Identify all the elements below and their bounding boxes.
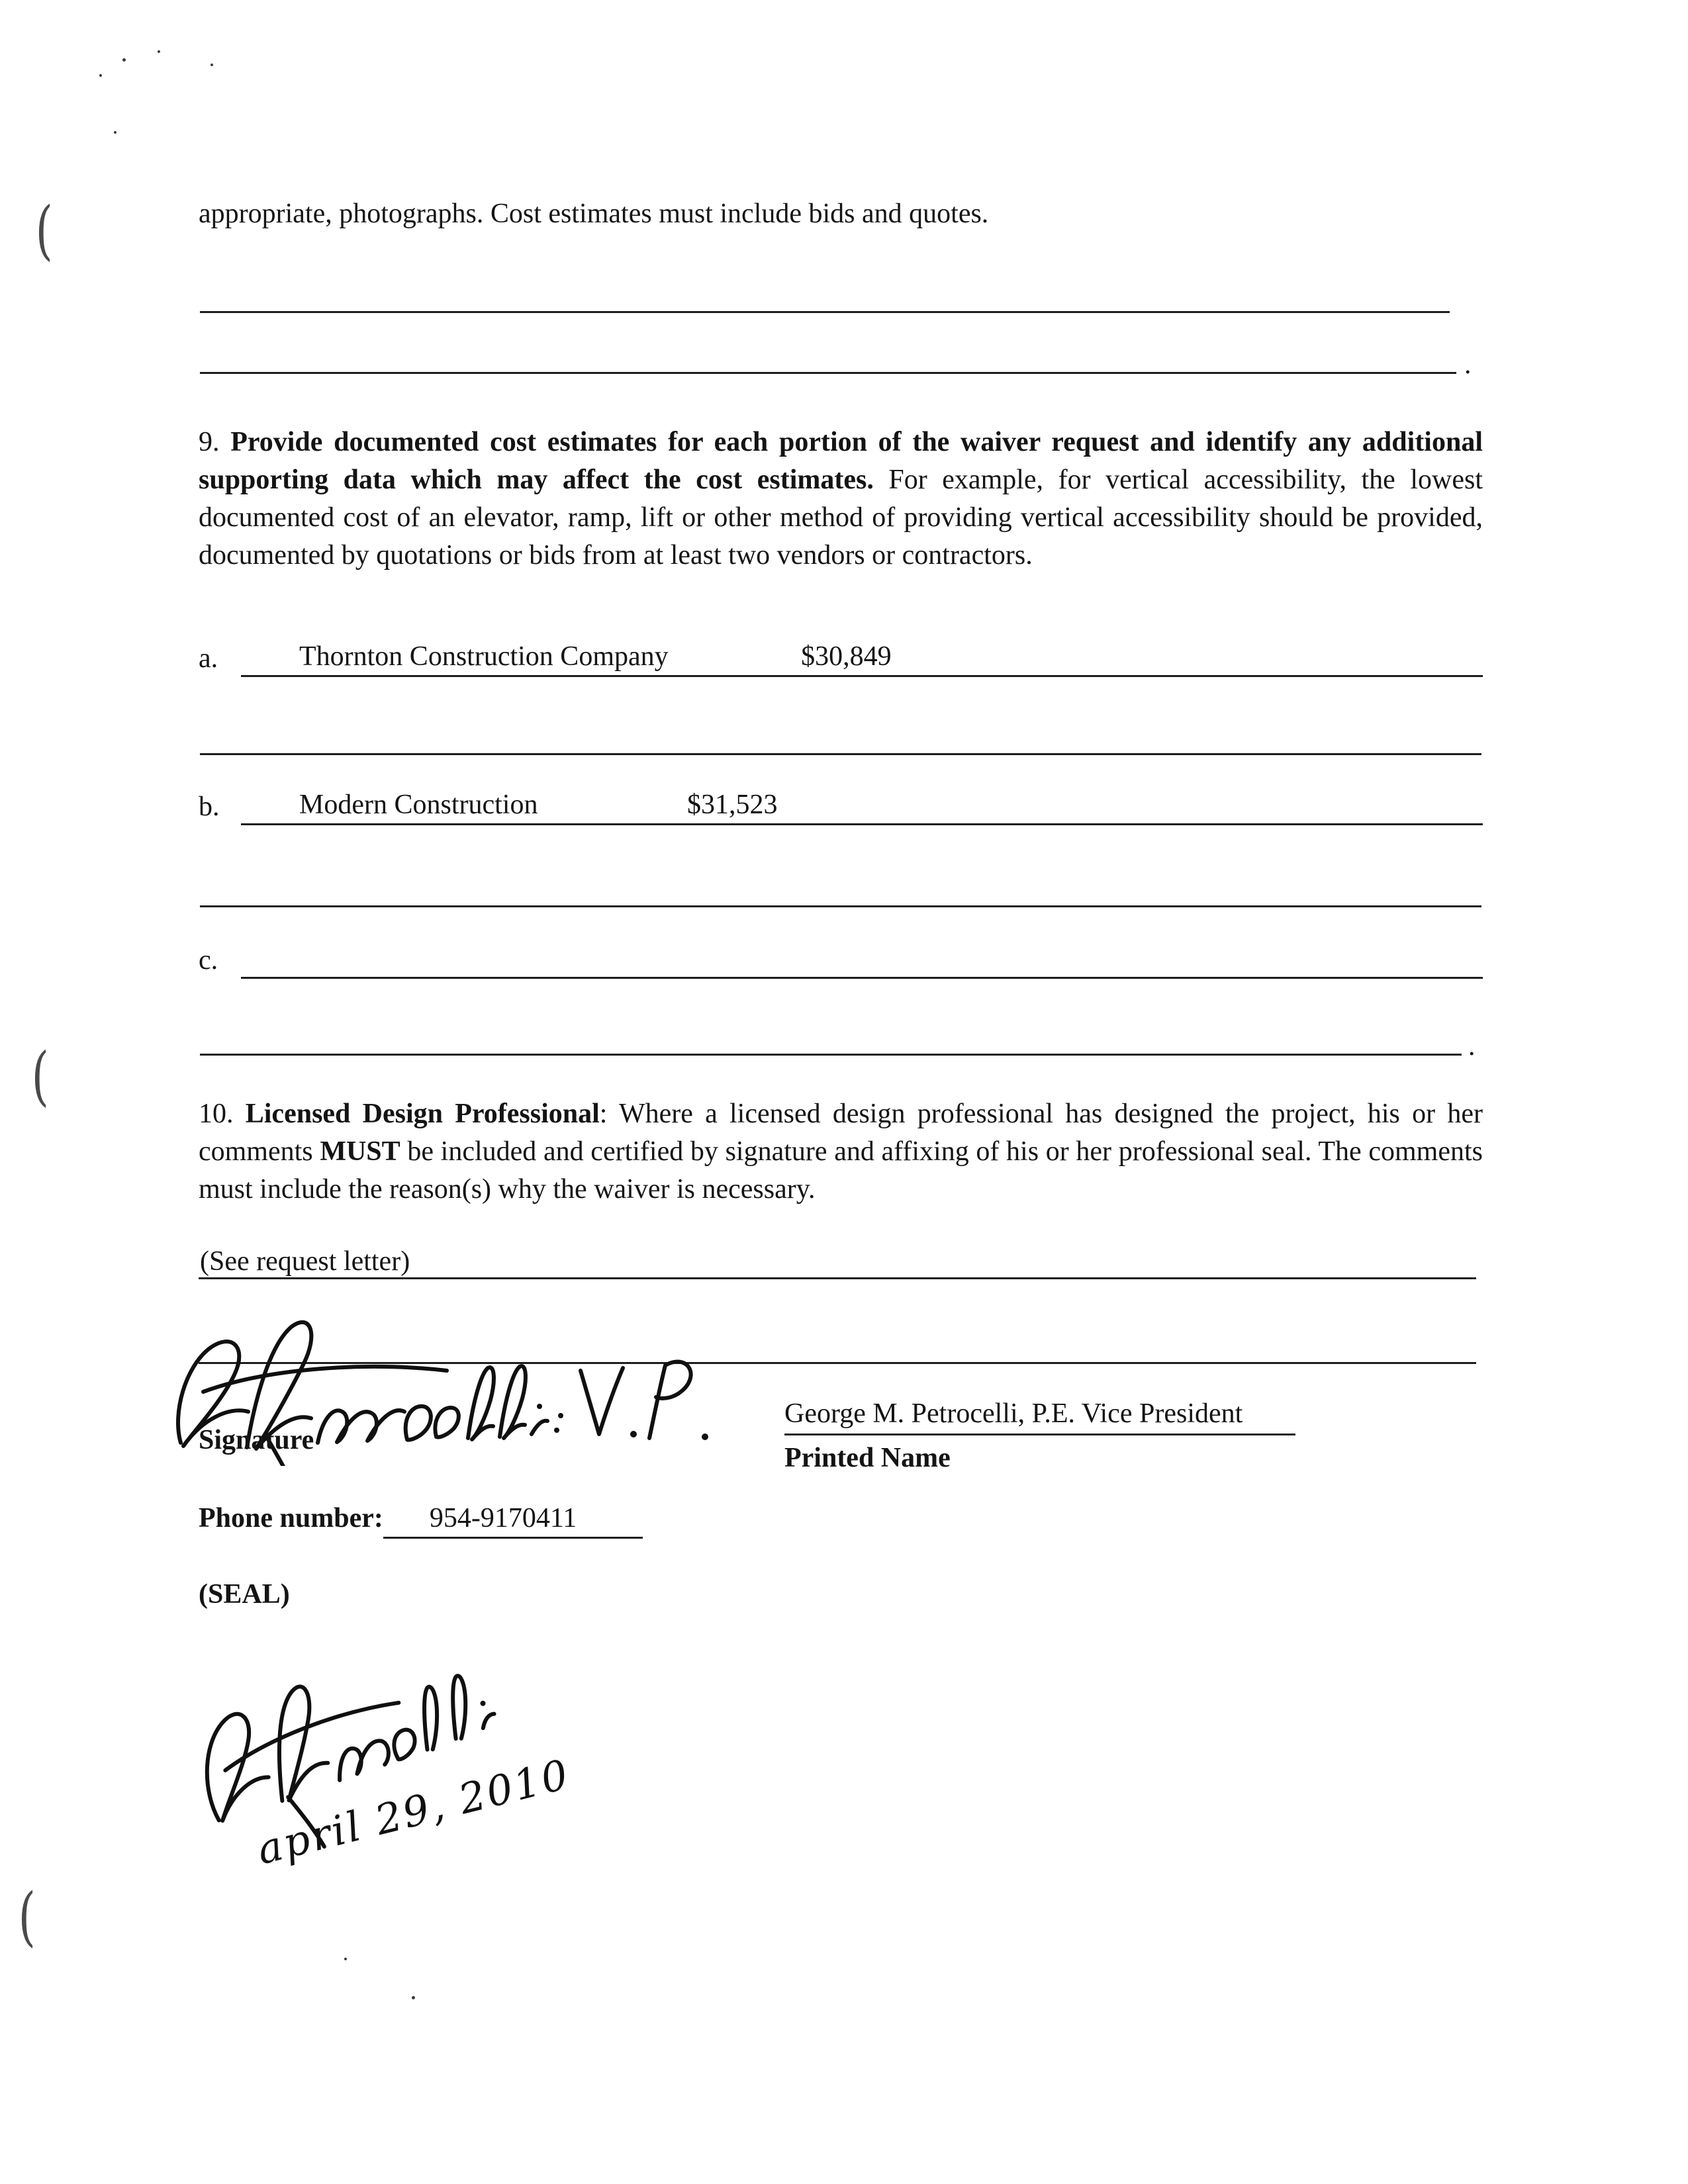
- printed-name-label: Printed Name: [784, 1443, 951, 1473]
- see-request-letter-note: (See request letter): [200, 1246, 410, 1277]
- cost-estimate-row-a: [199, 639, 1483, 677]
- intro-paragraph: [199, 195, 1483, 233]
- signature-label: Signature: [199, 1425, 314, 1455]
- line-end-period: .: [1464, 349, 1472, 380]
- section-9-body-text: For example, for vertical accessibility, the lowest documented cost of an elevator, ramp, lift or other method of providing vertical accessibility should be provided, documented by quotations or bids from at least two vendors or contractors.: [199, 465, 1483, 570]
- section-10-body-tail: be included and certified by signature and affixing of his or her professional seal. The comments must include the reason(s) why the waiver is necessary.: [199, 1136, 1483, 1205]
- phone-number-label: Phone number:: [199, 1503, 383, 1533]
- blank-line: [200, 905, 1481, 907]
- section-10-body-mid: : Where a licensed design professional has designed the project, his or her comments: [199, 1099, 1483, 1167]
- section-9-bold-text: Provide documented cost estimates for each portion of the waiver request and identify any additional supporting data which may affect the cost estimates.: [199, 427, 1483, 495]
- scan-artifact-paren: (: [31, 1039, 49, 1113]
- seal-label: (SEAL): [199, 1579, 290, 1610]
- section-10-paragraph: [199, 1095, 1483, 1208]
- bid-amount: $31,523: [686, 790, 778, 820]
- bid-amount: $30,849: [801, 641, 892, 672]
- cost-estimate-row-b: [199, 787, 1483, 825]
- scan-speckle: [114, 131, 117, 134]
- section-10-bold-must: MUST: [320, 1136, 400, 1167]
- section-9-paragraph: [199, 424, 1483, 574]
- intro-text: appropriate, photographs. Cost estimates must include bids and quotes.: [199, 199, 989, 229]
- scan-speckle: [122, 58, 126, 62]
- line-end-period: .: [1468, 1031, 1476, 1062]
- answer-line: [241, 974, 1483, 979]
- printed-name-value: George M. Petrocelli, P.E. Vice President: [784, 1398, 1295, 1435]
- phone-number-value: 954-9170411: [383, 1502, 643, 1539]
- scan-artifact-paren: (: [35, 193, 53, 267]
- vendor-name: Modern Construction: [299, 790, 538, 820]
- section-10-number: 10.: [199, 1099, 234, 1129]
- answer-line: [241, 641, 1483, 677]
- answer-line: [241, 789, 1483, 825]
- scan-speckle: [211, 64, 213, 66]
- blank-line: [200, 753, 1481, 755]
- cost-estimate-row-c: [199, 940, 1483, 979]
- vendor-name: Thornton Construction Company: [299, 641, 669, 672]
- scan-speckle: [344, 1958, 347, 1960]
- blank-line: [200, 372, 1456, 374]
- scan-speckle: [158, 50, 160, 53]
- scan-artifact-paren: (: [18, 1880, 36, 1954]
- row-label: b.: [199, 792, 220, 822]
- blank-line: [199, 1277, 1476, 1279]
- row-label: a.: [199, 643, 218, 674]
- seal-date-handwriting: april 29, 2010: [252, 1749, 575, 1874]
- printed-name-block: [784, 1398, 1295, 1474]
- blank-line: [200, 311, 1450, 313]
- section-10-bold-lead: Licensed Design Professional: [245, 1099, 600, 1129]
- section-9-number: 9.: [199, 427, 220, 457]
- seal-signature-scrawl: [192, 1618, 629, 1909]
- scan-speckle: [99, 74, 102, 77]
- phone-number-block: [199, 1502, 643, 1539]
- blank-line: [200, 1054, 1462, 1056]
- row-label: c.: [199, 945, 218, 976]
- scan-speckle: [412, 1996, 415, 1999]
